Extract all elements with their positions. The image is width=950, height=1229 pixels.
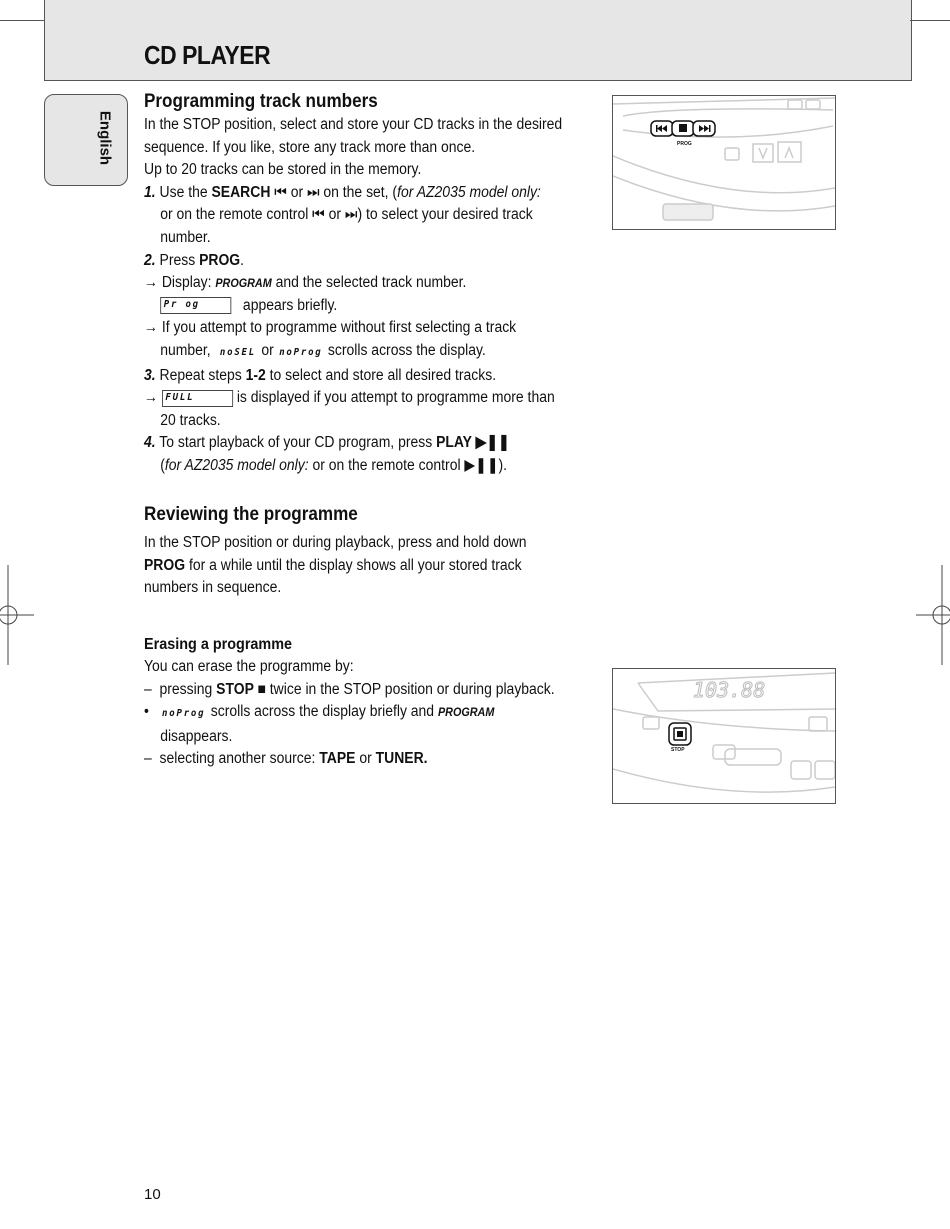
arrow-icon: →: [144, 274, 158, 292]
body-line: numbers in sequence.: [144, 579, 282, 597]
body-line: PROG for a while until the display shows all your stored track: [144, 556, 522, 574]
lcd-noprog: noProg: [279, 346, 323, 358]
illustration-prog-buttons: [612, 95, 836, 230]
illustration-stop-button: [612, 668, 836, 804]
step-4: 4. To start playback of your CD program, press PLAY ▶❚❚: [144, 434, 510, 452]
list-item-cont: disappears.: [160, 727, 233, 745]
stop-label: STOP: [671, 747, 685, 753]
language-tab: [44, 94, 128, 186]
section-heading: Reviewing the programme: [144, 504, 358, 525]
device-drawing: [613, 96, 835, 229]
programming-section: [144, 90, 603, 478]
display-readout: 103.88: [693, 678, 766, 702]
step-1: 1. Use the SEARCH ⏮ or ⏭ on the set, (for AZ2035 model only:: [144, 183, 541, 201]
attempt-note: → If you attempt to programme without first selecting a track: [144, 319, 517, 337]
step-2: 2. Press PROG.: [144, 251, 245, 269]
section-heading: Programming track numbers: [144, 91, 378, 112]
step-1-cont: or on the remote control ⏮ or ⏭) to select your desired track: [160, 206, 533, 224]
display-note: → Display: PROGRAM and the selected track number.: [144, 274, 467, 292]
body-line: You can erase the programme by:: [144, 658, 354, 675]
page-title: CD PLAYER: [144, 40, 271, 70]
prog-label: PROG: [677, 141, 692, 147]
lcd-note: Pr og appears briefly.: [144, 295, 603, 318]
crop-mark: [0, 20, 44, 21]
full-note-cont: 20 tracks.: [160, 411, 221, 429]
intro-line: sequence. If you like, store any track more than once.: [144, 138, 476, 156]
lcd-display: Pr og: [160, 297, 231, 314]
device-drawing: [613, 669, 835, 803]
erasing-section: [144, 634, 603, 771]
body-line: In the STOP position or during playback, press and hold down: [144, 534, 527, 551]
page-number: 10: [144, 1186, 161, 1203]
lcd-full: FULL: [162, 390, 233, 407]
language-label: English: [96, 110, 114, 166]
step-4-cont: (for AZ2035 model only: or on the remote control ▶❚❚).: [160, 456, 508, 474]
lcd-nosel: noSEL: [219, 346, 256, 358]
step-1-cont: number.: [160, 228, 211, 246]
lcd-noprog: noProg: [162, 708, 206, 720]
list-item: • noProg scrolls across the display briefly and PROGRAM: [144, 703, 495, 721]
full-note: → FULL is displayed if you attempt to programme more than: [144, 389, 555, 407]
reviewing-section: [144, 503, 603, 600]
intro-line: In the STOP position, select and store your CD tracks in the desired: [144, 116, 563, 133]
arrow-icon: →: [144, 319, 158, 337]
subsection-heading: Erasing a programme: [144, 636, 293, 653]
registration-mark: [0, 565, 34, 665]
step-3: 3. Repeat steps 1-2 to select and store all desired tracks.: [144, 366, 497, 384]
list-item: – pressing STOP ■ twice in the STOP position or during playback.: [144, 680, 555, 698]
list-item: – selecting another source: TAPE or TUNER.: [144, 750, 428, 768]
arrow-icon: →: [144, 389, 158, 407]
attempt-note-cont: number, noSEL or noProg scrolls across the display.: [160, 341, 486, 359]
registration-mark: [916, 565, 950, 665]
crop-mark: [910, 20, 950, 21]
intro-line: Up to 20 tracks can be stored in the memory.: [144, 161, 422, 179]
